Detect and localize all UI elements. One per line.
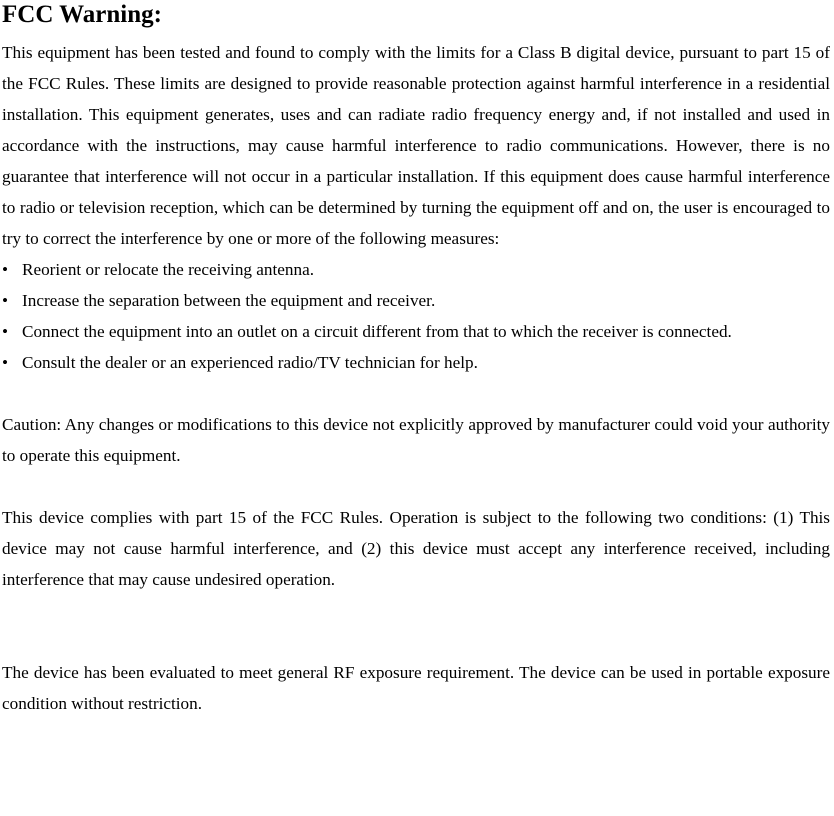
document-title: FCC Warning: (2, 1, 162, 28)
bullet-icon: • (2, 260, 9, 279)
bullet-icon: • (2, 291, 9, 310)
measures-list (2, 254, 830, 378)
caution-paragraph: Caution: Any changes or modifications to this device not explicitly approved by manufacturer could void your authority to operate this equipment. (2, 415, 830, 465)
spacer (2, 595, 830, 657)
list-item (2, 316, 830, 347)
bullet-icon: • (2, 322, 9, 341)
list-item-text: Increase the separation between the equipment and receiver. (22, 291, 436, 310)
list-item-text: Reorient or relocate the receiving antenna. (22, 260, 315, 279)
list-item (2, 347, 830, 378)
intro-paragraph: This equipment has been tested and found to comply with the limits for a Class B digital device, pursuant to part 15 of the FCC Rules. These limits are designed to provide reasonable protection against harmful interference in a residential installation. This equipment generates, uses and can radiate radio frequency energy and, if not installed and used in accordance with the instructions, may cause harmful interference to radio communications. However, there is no guarantee that interference will not occur in a particular installation. If this equipment does cause harmful interference to radio or television reception, which can be determined by turning the equipment off and on, the user is encouraged to try to correct the interference by one or more of the following measures: (2, 43, 830, 248)
list-item-text: Consult the dealer or an experienced radio/TV technician for help. (22, 353, 478, 372)
spacer (2, 471, 830, 502)
rf-exposure-paragraph: The device has been evaluated to meet general RF exposure requirement. The device can be used in portable exposure condition without restriction. (2, 663, 830, 713)
document-page (2, 0, 830, 719)
spacer (2, 378, 830, 409)
compliance-paragraph: This device complies with part 15 of the FCC Rules. Operation is subject to the following two conditions: (1) This device may not cause harmful interference, and (2) this device must accept any interference received, including interference that may cause undesired operation. (2, 508, 830, 589)
list-item (2, 254, 830, 285)
list-item-text: Connect the equipment into an outlet on a circuit different from that to which the receiver is connected. (22, 322, 732, 341)
bullet-icon: • (2, 353, 9, 372)
list-item (2, 285, 830, 316)
